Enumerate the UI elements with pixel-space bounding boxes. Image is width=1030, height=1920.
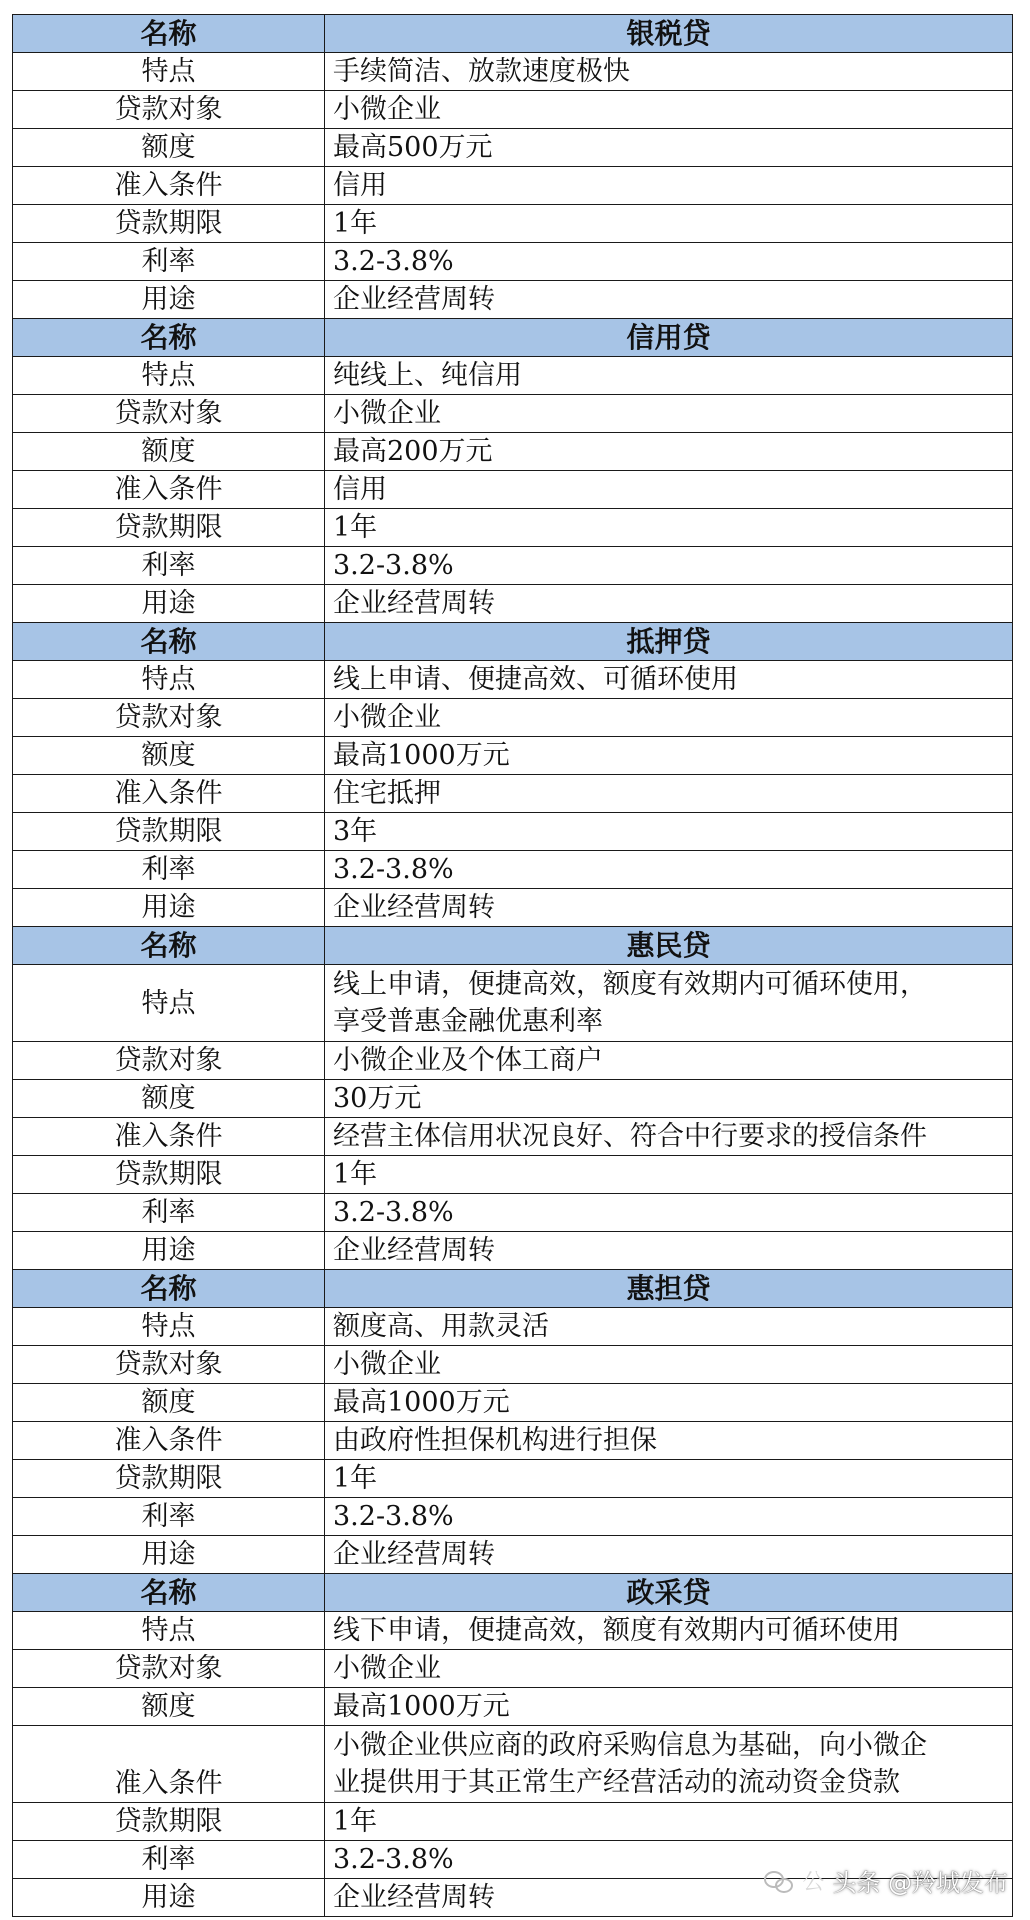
loan-products-table bbox=[12, 14, 1013, 1917]
row-label-cell: 特点 bbox=[13, 357, 325, 395]
product-row-term bbox=[13, 1156, 1013, 1194]
row-label-cell: 贷款期限 bbox=[13, 205, 325, 243]
row-value-cell: 企业经营周转 bbox=[325, 281, 1013, 319]
row-label-cell: 准入条件 bbox=[13, 775, 325, 813]
value-line: 线上申请、便捷高效、可循环使用 bbox=[333, 664, 738, 695]
product-header-row bbox=[13, 1270, 1013, 1308]
row-label-cell: 准入条件 bbox=[13, 1118, 325, 1156]
product-row-amount bbox=[13, 1080, 1013, 1118]
row-label-cell: 额度 bbox=[13, 1688, 325, 1726]
row-label-cell: 额度 bbox=[13, 1384, 325, 1422]
product-row-requirement bbox=[13, 775, 1013, 813]
wechat-icon bbox=[764, 1869, 794, 1893]
product-row-target bbox=[13, 1346, 1013, 1384]
row-label-cell: 用途 bbox=[13, 1232, 325, 1270]
row-label-cell: 贷款期限 bbox=[13, 509, 325, 547]
product-row-term bbox=[13, 813, 1013, 851]
row-value-cell bbox=[325, 661, 1013, 699]
product-row-requirement bbox=[13, 167, 1013, 205]
product-row-rate bbox=[13, 1194, 1013, 1232]
row-value-cell: 小微企业 bbox=[325, 395, 1013, 433]
row-label-cell: 贷款期限 bbox=[13, 1460, 325, 1498]
row-label-cell: 用途 bbox=[13, 585, 325, 623]
row-label-cell: 额度 bbox=[13, 433, 325, 471]
product-row-rate bbox=[13, 243, 1013, 281]
value-line: 由政府性担保机构进行担保 bbox=[333, 1425, 657, 1456]
row-label-cell: 贷款期限 bbox=[13, 1156, 325, 1194]
product-row-amount bbox=[13, 129, 1013, 167]
row-label-cell: 贷款对象 bbox=[13, 699, 325, 737]
row-label-cell: 贷款对象 bbox=[13, 1650, 325, 1688]
product-header-row bbox=[13, 927, 1013, 965]
product-row-purpose bbox=[13, 1232, 1013, 1270]
row-value-cell: 30万元 bbox=[325, 1080, 1013, 1118]
row-value-cell: 企业经营周转 bbox=[325, 585, 1013, 623]
header-key-cell: 名称 bbox=[13, 927, 325, 965]
product-name-cell: 银税贷 bbox=[325, 15, 1013, 53]
product-row-features bbox=[13, 661, 1013, 699]
product-row-target bbox=[13, 91, 1013, 129]
product-row-amount bbox=[13, 737, 1013, 775]
header-key-cell: 名称 bbox=[13, 1270, 325, 1308]
watermark bbox=[764, 1863, 1008, 1898]
value-line: 线下申请，便捷高效，额度有效期内可循环使用 bbox=[333, 1615, 900, 1646]
product-row-term bbox=[13, 205, 1013, 243]
product-name-cell: 信用贷 bbox=[325, 319, 1013, 357]
table-body bbox=[13, 15, 1013, 1917]
value-line: 经营主体信用状况良好、符合中行要求的授信条件 bbox=[333, 1121, 927, 1152]
product-header-row bbox=[13, 15, 1013, 53]
value-line: 信用 bbox=[333, 170, 387, 201]
value-line: 享受普惠金融优惠利率 bbox=[333, 1006, 603, 1037]
product-row-rate bbox=[13, 547, 1013, 585]
row-label-cell: 准入条件 bbox=[13, 1422, 325, 1460]
row-value-cell bbox=[325, 775, 1013, 813]
row-label-cell: 利率 bbox=[13, 1841, 325, 1879]
row-label-cell: 贷款对象 bbox=[13, 1042, 325, 1080]
row-label-cell: 利率 bbox=[13, 243, 325, 281]
row-label-cell: 用途 bbox=[13, 1879, 325, 1917]
product-row-target bbox=[13, 1042, 1013, 1080]
row-label-cell: 特点 bbox=[13, 661, 325, 699]
row-label-cell: 准入条件 bbox=[13, 167, 325, 205]
row-label-cell: 利率 bbox=[13, 1194, 325, 1232]
product-header-row bbox=[13, 1574, 1013, 1612]
product-row-target bbox=[13, 395, 1013, 433]
product-row-purpose bbox=[13, 889, 1013, 927]
row-value-cell: 最高1000万元 bbox=[325, 1384, 1013, 1422]
row-label-cell: 额度 bbox=[13, 737, 325, 775]
row-label-cell: 贷款对象 bbox=[13, 91, 325, 129]
product-row-purpose bbox=[13, 281, 1013, 319]
product-row-requirement bbox=[13, 471, 1013, 509]
product-row-requirement bbox=[13, 1422, 1013, 1460]
row-value-cell: 3.2-3.8% bbox=[325, 243, 1013, 281]
row-value-cell: 1年 bbox=[325, 509, 1013, 547]
row-value-cell bbox=[325, 167, 1013, 205]
row-value-cell: 1年 bbox=[325, 1803, 1013, 1841]
row-label-cell: 利率 bbox=[13, 547, 325, 585]
product-row-amount bbox=[13, 1384, 1013, 1422]
product-header-row bbox=[13, 623, 1013, 661]
product-row-purpose bbox=[13, 585, 1013, 623]
product-name-cell: 惠担贷 bbox=[325, 1270, 1013, 1308]
header-key-cell: 名称 bbox=[13, 319, 325, 357]
product-name-cell: 惠民贷 bbox=[325, 927, 1013, 965]
row-value-cell: 3.2-3.8% bbox=[325, 851, 1013, 889]
row-value-cell bbox=[325, 1118, 1013, 1156]
row-label-cell: 贷款期限 bbox=[13, 1803, 325, 1841]
row-label-cell: 贷款对象 bbox=[13, 1346, 325, 1384]
product-row-term bbox=[13, 1803, 1013, 1841]
row-label-cell: 额度 bbox=[13, 1080, 325, 1118]
row-value-cell: 3.2-3.8% bbox=[325, 1194, 1013, 1232]
row-value-cell: 小微企业及个体工商户 bbox=[325, 1042, 1013, 1080]
row-value-cell: 小微企业 bbox=[325, 1346, 1013, 1384]
product-row-rate bbox=[13, 1498, 1013, 1536]
row-label-cell: 准入条件 bbox=[13, 471, 325, 509]
product-row-purpose bbox=[13, 1536, 1013, 1574]
row-value-cell: 最高200万元 bbox=[325, 433, 1013, 471]
header-key-cell: 名称 bbox=[13, 623, 325, 661]
product-name-cell: 政采贷 bbox=[325, 1574, 1013, 1612]
product-row-requirement bbox=[13, 1726, 1013, 1803]
value-line: 业提供用于其正常生产经营活动的流动资金贷款 bbox=[333, 1767, 900, 1798]
row-value-cell bbox=[325, 471, 1013, 509]
row-value-cell bbox=[325, 357, 1013, 395]
row-value-cell bbox=[325, 1726, 1013, 1803]
row-value-cell: 3年 bbox=[325, 813, 1013, 851]
product-row-term bbox=[13, 1460, 1013, 1498]
product-row-features bbox=[13, 1308, 1013, 1346]
row-label-cell: 特点 bbox=[13, 1612, 325, 1650]
row-label-cell: 准入条件 bbox=[13, 1726, 325, 1803]
product-row-features bbox=[13, 965, 1013, 1042]
watermark-ghost-text: 公 bbox=[802, 1870, 825, 1895]
row-label-cell: 特点 bbox=[13, 1308, 325, 1346]
row-label-cell: 用途 bbox=[13, 889, 325, 927]
row-value-cell: 1年 bbox=[325, 1156, 1013, 1194]
row-label-cell: 特点 bbox=[13, 53, 325, 91]
product-row-features bbox=[13, 53, 1013, 91]
watermark-text: 头条 @羚城发布 bbox=[832, 1869, 1008, 1897]
row-value-cell bbox=[325, 53, 1013, 91]
product-row-requirement bbox=[13, 1118, 1013, 1156]
product-row-target bbox=[13, 1650, 1013, 1688]
row-label-cell: 用途 bbox=[13, 281, 325, 319]
row-value-cell: 3.2-3.8% bbox=[325, 547, 1013, 585]
row-value-cell: 企业经营周转 bbox=[325, 1879, 1013, 1917]
row-label-cell: 贷款期限 bbox=[13, 813, 325, 851]
value-line: 额度高、用款灵活 bbox=[333, 1311, 549, 1342]
row-value-cell bbox=[325, 1308, 1013, 1346]
value-line: 信用 bbox=[333, 474, 387, 505]
value-line: 纯线上、纯信用 bbox=[333, 360, 522, 391]
product-header-row bbox=[13, 319, 1013, 357]
row-label-cell: 用途 bbox=[13, 1536, 325, 1574]
row-value-cell: 1年 bbox=[325, 1460, 1013, 1498]
row-value-cell: 3.2-3.8% bbox=[325, 1498, 1013, 1536]
row-value-cell bbox=[325, 1612, 1013, 1650]
row-value-cell: 最高500万元 bbox=[325, 129, 1013, 167]
product-row-features bbox=[13, 357, 1013, 395]
row-label-cell: 特点 bbox=[13, 965, 325, 1042]
row-value-cell: 企业经营周转 bbox=[325, 1232, 1013, 1270]
row-label-cell: 利率 bbox=[13, 1498, 325, 1536]
row-value-cell: 小微企业 bbox=[325, 699, 1013, 737]
product-row-target bbox=[13, 699, 1013, 737]
product-row-amount bbox=[13, 433, 1013, 471]
row-label-cell: 利率 bbox=[13, 851, 325, 889]
row-value-cell: 3.2-3.8% bbox=[325, 1841, 1013, 1879]
value-line: 小微企业供应商的政府采购信息为基础，向小微企 bbox=[333, 1730, 927, 1761]
row-label-cell: 贷款对象 bbox=[13, 395, 325, 433]
row-value-cell: 企业经营周转 bbox=[325, 1536, 1013, 1574]
header-key-cell: 名称 bbox=[13, 15, 325, 53]
value-line: 住宅抵押 bbox=[333, 778, 441, 809]
row-value-cell: 小微企业 bbox=[325, 1650, 1013, 1688]
row-value-cell bbox=[325, 1422, 1013, 1460]
row-value-cell bbox=[325, 965, 1013, 1042]
product-row-amount bbox=[13, 1688, 1013, 1726]
row-value-cell: 最高1000万元 bbox=[325, 1688, 1013, 1726]
row-value-cell: 1年 bbox=[325, 205, 1013, 243]
value-line: 线上申请，便捷高效，额度有效期内可循环使用， bbox=[333, 969, 927, 1000]
product-row-features bbox=[13, 1612, 1013, 1650]
product-row-rate bbox=[13, 851, 1013, 889]
product-name-cell: 抵押贷 bbox=[325, 623, 1013, 661]
row-value-cell: 企业经营周转 bbox=[325, 889, 1013, 927]
header-key-cell: 名称 bbox=[13, 1574, 325, 1612]
row-value-cell: 小微企业 bbox=[325, 91, 1013, 129]
row-value-cell: 最高1000万元 bbox=[325, 737, 1013, 775]
row-label-cell: 额度 bbox=[13, 129, 325, 167]
product-row-term bbox=[13, 509, 1013, 547]
value-line: 手续简洁、放款速度极快 bbox=[333, 56, 630, 87]
